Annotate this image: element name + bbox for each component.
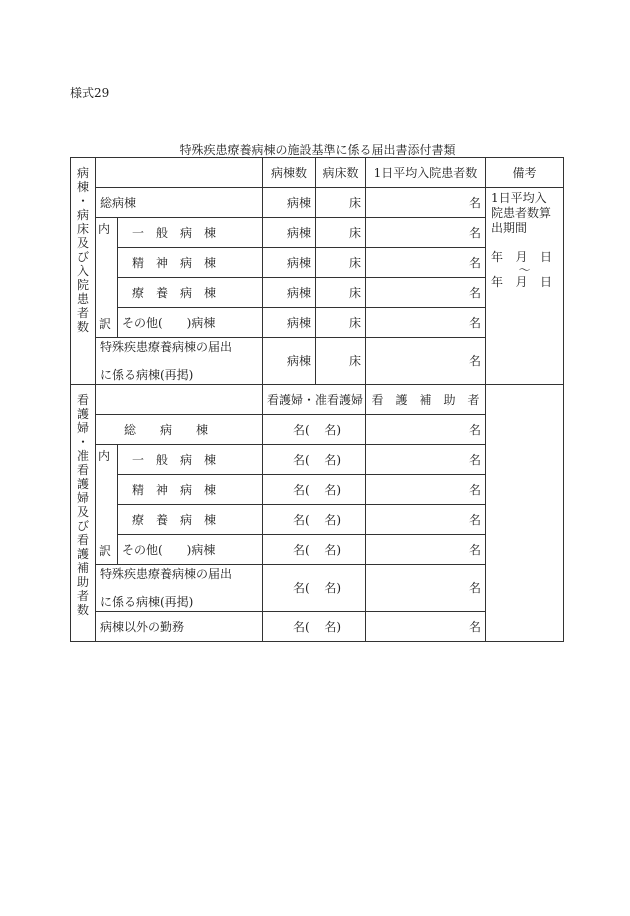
beds-field[interactable]: 床 <box>316 338 366 385</box>
wards-field[interactable]: 病棟 <box>263 338 316 385</box>
month-label: 月 <box>515 275 528 289</box>
aides-field[interactable]: 名 <box>366 415 486 445</box>
aides-field[interactable]: 名 <box>366 612 486 642</box>
row-label: 精 神 病 棟 <box>118 248 263 278</box>
header-nurses: 看護婦・准看護婦 <box>263 385 366 415</box>
row-label: その他( )病棟 <box>118 535 263 565</box>
header-beds: 病床数 <box>316 158 366 188</box>
patients-field[interactable]: 名 <box>366 308 486 338</box>
row-label: その他( )病棟 <box>118 308 263 338</box>
row-label: 総病棟 <box>96 188 263 218</box>
unit: 名( <box>293 581 310 595</box>
nurses-field[interactable] <box>263 475 366 505</box>
breakdown-top: 内 <box>98 222 111 236</box>
aides-field[interactable]: 名 <box>366 565 486 612</box>
breakdown-top: 内 <box>98 449 111 463</box>
header-aides: 看 護 補 助 者 <box>366 385 486 415</box>
breakdown-bottom: 訳 <box>99 544 112 558</box>
section2-header-row <box>71 385 564 415</box>
unit: 名( <box>293 542 310 557</box>
row-label: 総 病 棟 <box>96 415 263 445</box>
header-patients: 1日平均入院患者数 <box>366 158 486 188</box>
unit: 名) <box>324 581 341 595</box>
wards-field[interactable]: 病棟 <box>263 308 316 338</box>
unit: 名) <box>324 482 341 497</box>
row-label: 一 般 病 棟 <box>118 445 263 475</box>
aides-field[interactable]: 名 <box>366 535 486 565</box>
unit: 名) <box>324 452 341 467</box>
tilde: ～ <box>518 263 531 277</box>
month-label: 月 <box>515 250 528 264</box>
unit: 名) <box>324 619 341 634</box>
wards-field[interactable]: 病棟 <box>263 248 316 278</box>
remarks-line: 院患者数算 <box>491 206 552 220</box>
row-label: 療 養 病 棟 <box>118 278 263 308</box>
day-label: 日 <box>539 275 552 289</box>
nurses-field[interactable] <box>263 415 366 445</box>
beds-field[interactable]: 床 <box>316 308 366 338</box>
remarks-cell[interactable] <box>486 188 564 385</box>
patients-field[interactable]: 名 <box>366 278 486 308</box>
breakdown-label <box>96 445 118 565</box>
row-label-line2: に係る病棟(再掲) <box>100 595 194 609</box>
remarks-line: 1日平均入 <box>491 191 547 205</box>
remarks-blank[interactable] <box>486 385 564 642</box>
unit: 名( <box>293 512 310 527</box>
row-label: 精 神 病 棟 <box>118 475 263 505</box>
aides-field[interactable]: 名 <box>366 475 486 505</box>
aides-field[interactable]: 名 <box>366 445 486 475</box>
unit: 名) <box>324 512 341 527</box>
beds-field[interactable]: 床 <box>316 218 366 248</box>
beds-field[interactable]: 床 <box>316 248 366 278</box>
row-label-line1: 特殊疾患療養病棟の届出 <box>100 340 233 354</box>
row-label <box>96 338 263 385</box>
beds-field[interactable]: 床 <box>316 188 366 218</box>
row-label <box>96 565 263 612</box>
row-label: 一 般 病 棟 <box>118 218 263 248</box>
row-label-line2: に係る病棟(再掲) <box>100 368 194 382</box>
nurses-field[interactable] <box>263 505 366 535</box>
row-label: 病棟以外の勤務 <box>96 612 263 642</box>
nurses-field[interactable] <box>263 565 366 612</box>
table-row <box>71 188 564 218</box>
year-label: 年 <box>491 275 504 289</box>
blank-header-cell <box>96 158 263 188</box>
wards-field[interactable]: 病棟 <box>263 218 316 248</box>
nurses-field[interactable] <box>263 445 366 475</box>
header-remarks: 備考 <box>486 158 564 188</box>
section1-side-label-cell <box>71 158 96 385</box>
section1-header-row <box>71 158 564 188</box>
unit: 名) <box>324 542 341 557</box>
blank-header-cell <box>96 385 263 415</box>
patients-field[interactable]: 名 <box>366 218 486 248</box>
header-wards: 病棟数 <box>263 158 316 188</box>
breakdown-label <box>96 218 118 338</box>
form-number: 様式29 <box>70 86 110 100</box>
year-label: 年 <box>491 250 504 264</box>
beds-field[interactable]: 床 <box>316 278 366 308</box>
unit: 名) <box>324 422 341 437</box>
section2-side-label: 看護婦・准看護婦及び看護補助者数 <box>76 393 89 617</box>
unit: 名( <box>293 422 310 437</box>
row-label-line1: 特殊疾患療養病棟の届出 <box>100 567 233 581</box>
nurses-field[interactable] <box>263 612 366 642</box>
unit: 名( <box>293 619 310 634</box>
section1-side-label: 病棟・病床及び入院患者数 <box>76 166 89 334</box>
aides-field[interactable]: 名 <box>366 505 486 535</box>
wards-field[interactable]: 病棟 <box>263 278 316 308</box>
patients-field[interactable]: 名 <box>366 248 486 278</box>
nurses-field[interactable] <box>263 535 366 565</box>
patients-field[interactable]: 名 <box>366 188 486 218</box>
period-dates <box>491 250 558 290</box>
unit: 名( <box>293 482 310 497</box>
document-title: 特殊疾患療養病棟の施設基準に係る届出書添付書類 <box>179 143 456 157</box>
remarks-line: 出期間 <box>491 221 528 235</box>
breakdown-bottom: 訳 <box>99 317 112 331</box>
patients-field[interactable]: 名 <box>366 338 486 385</box>
form-table <box>70 157 564 642</box>
unit: 名( <box>293 452 310 467</box>
day-label: 日 <box>539 250 552 264</box>
wards-field[interactable]: 病棟 <box>263 188 316 218</box>
row-label: 療 養 病 棟 <box>118 505 263 535</box>
section2-side-label-cell <box>71 385 96 642</box>
